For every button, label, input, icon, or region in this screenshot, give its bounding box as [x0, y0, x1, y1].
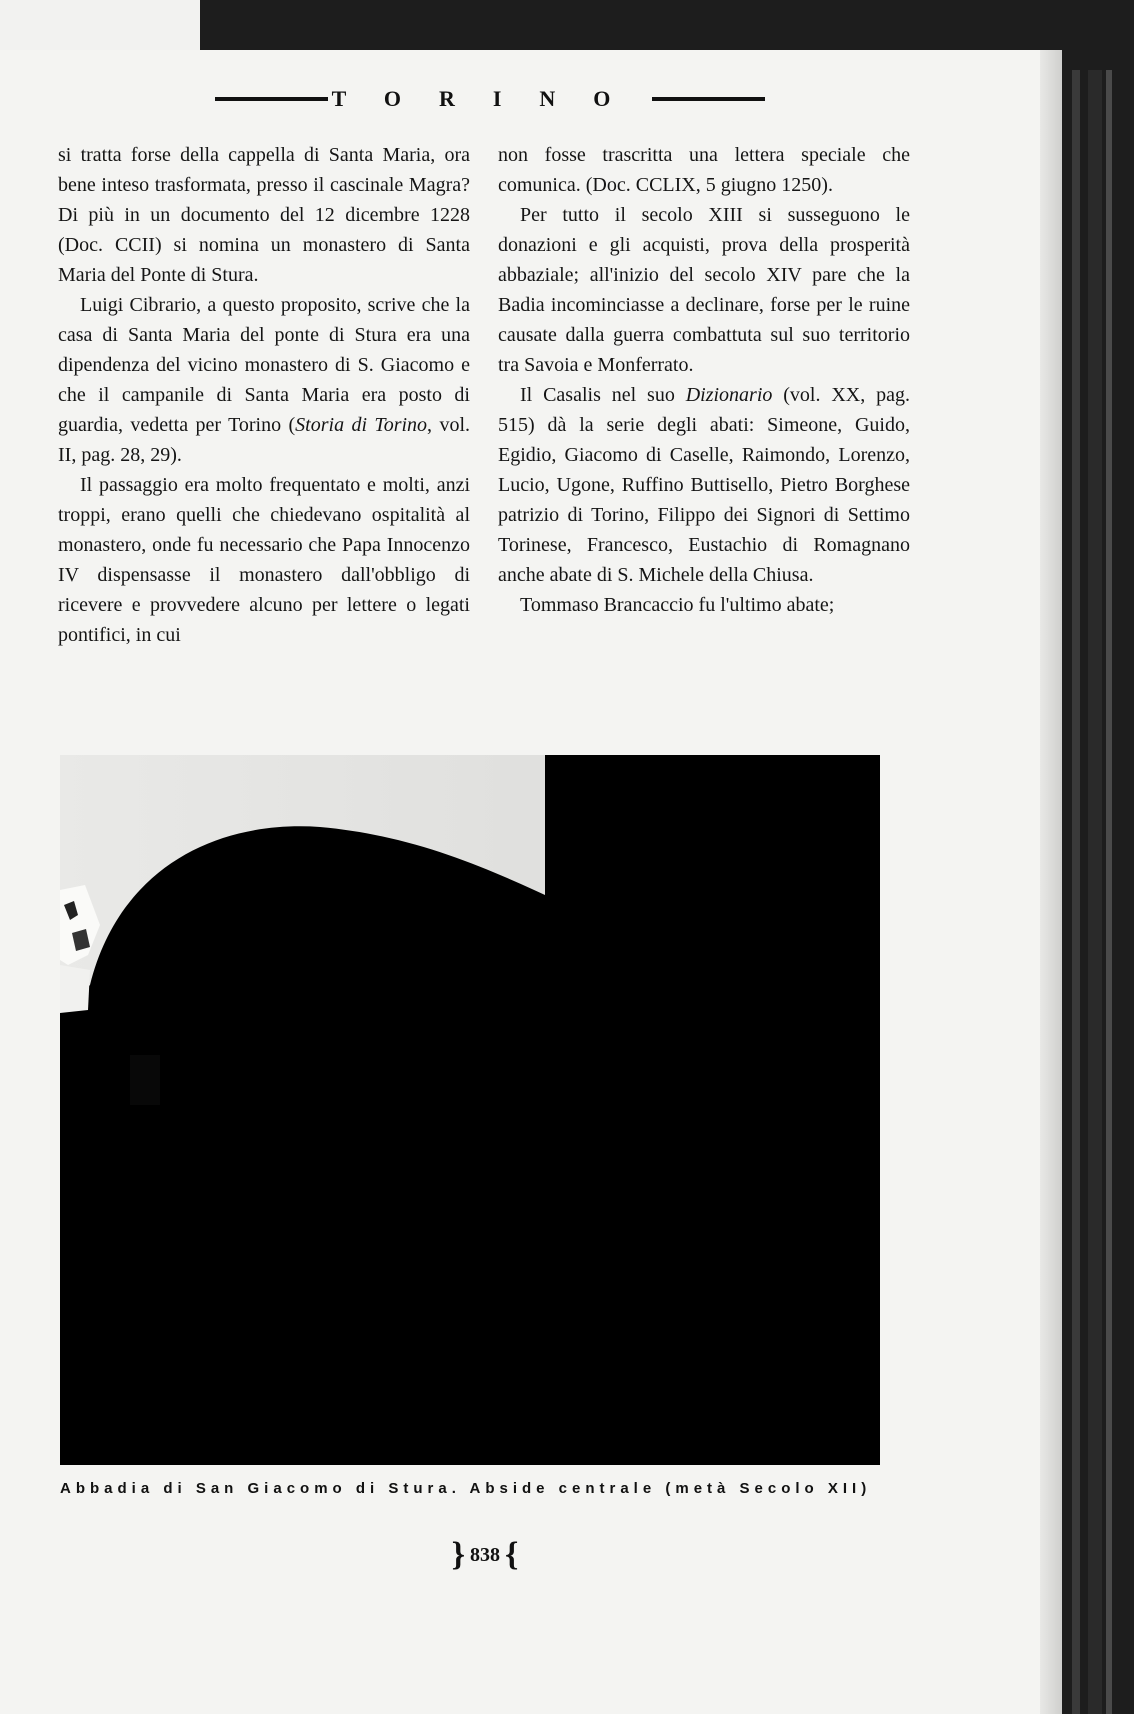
scan-corner — [0, 0, 200, 52]
book-title: Storia di Torino — [295, 414, 428, 436]
text-column-right — [498, 140, 910, 620]
paragraph: non fosse trascritta una lettera speciale che comunica. (Doc. CCLIX, 5 giugno 1250). — [498, 144, 910, 196]
paragraph: Il passaggio era molto frequentato e molti, anzi troppi, erano quelli che chiedevano ospitalità al monastero, onde fu necessario che Papa Innocenzo IV dispensasse il monastero dall'obbligo di ricevere e provvedere alcuno per lettere o legati pontifici, in cui — [58, 474, 470, 646]
page-edge — [1040, 50, 1062, 1714]
page-number — [430, 1536, 540, 1574]
paragraph: Luigi Cibrario, a questo proposito, scrive che la casa di Santa Maria del ponte di Stura era una dipendenza del vicino monastero di S. Giacomo e che il campanile di Santa Maria era posto di guardia, vedetta per Torino (Storia di Torino, vol. II, pag. 28, 29). — [58, 294, 470, 466]
paragraph: Tommaso Brancaccio fu l'ultimo abate; — [520, 594, 835, 616]
book-title: Dizionario — [685, 384, 773, 406]
running-head — [215, 86, 765, 112]
text-column-left — [58, 140, 470, 650]
book-spine-band — [1088, 70, 1102, 1714]
right-ornament-icon: { — [505, 1536, 519, 1573]
apse-photograph — [60, 755, 880, 1465]
figure-caption: Abbadia di San Giacomo di Stura. Abside centrale (metà Secolo XII) — [60, 1480, 872, 1497]
left-ornament-icon: } — [451, 1536, 465, 1573]
book-spine-band — [1072, 70, 1080, 1714]
page-number-value: 838 — [470, 1544, 500, 1566]
paragraph: Il Casalis nel suo Dizionario (vol. XX, pag. 515) dà la serie degli abati: Simeone, Guido, Egidio, Giacomo di Caselle, Raimondo, Lorenzo, Lucio, Ugone, Ruffino Buttisello, Pietro Borghese patrizio di Torino, Filippo dei Signori di Settimo Torinese, Francesco, Eustachio di Romagnano anche abate di S. Michele della Chiusa. — [498, 384, 910, 586]
book-spine-band — [1106, 70, 1112, 1714]
paragraph: si tratta forse della cappella di Santa Maria, ora bene inteso trasformata, presso il cascinale Magra? Di più in un documento del 12 dicembre 1228 (Doc. CCII) si nomina un monastero di Santa Maria del Ponte di Stura. — [58, 144, 470, 286]
paragraph: Per tutto il secolo XIII si susseguono le donazioni e gli acquisti, prova della prosperità abbaziale; all'inizio del secolo XIV pare che la Badia incominciasse a declinare, forse per le ruine causate dalla guerra combattuta sul suo territorio tra Savoia e Monferrato. — [498, 204, 910, 376]
running-head-title: TORINO — [328, 86, 653, 111]
photo-silhouette — [60, 755, 880, 1465]
